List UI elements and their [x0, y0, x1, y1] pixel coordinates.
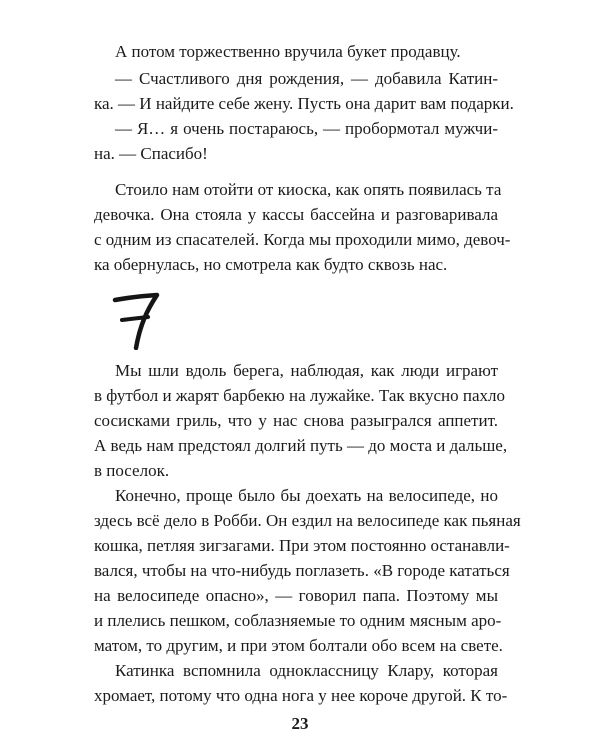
text-line: здесь всё дело в Робби. Он ездил на велосипеде как пьяная [94, 511, 521, 530]
text-line: ка обернулась, но смотрела как будто сквозь нас. [94, 255, 448, 274]
text-line: и плелись пешком, соблазняемые то одним мясным аро- [94, 611, 502, 630]
text-line: Катинка вспомнила одноклассницу Клару, которая [115, 661, 498, 680]
text-line: — Я… я очень постараюсь, — пробормотал мужчи- [115, 119, 498, 138]
chapter-seven-glyph [112, 290, 162, 350]
text-line: в футбол и жарят барбекю на лужайке. Так вкусно пахло [94, 386, 505, 405]
text-line: вался, чтобы на что-нибудь поглазеть. «В городе кататься [94, 561, 510, 580]
text-line: Стоило нам отойти от киоска, как опять появилась та [115, 180, 502, 199]
text-line: хромает, потому что одна нога у нее короче другой. К то- [94, 686, 508, 705]
text-line: в поселок. [94, 461, 170, 480]
text-line: А потом торжественно вручила букет продавцу. [115, 42, 461, 61]
text-line: на. — Спасибо! [94, 144, 208, 163]
chapter-number [112, 290, 162, 350]
text-line: Конечно, проще было бы доехать на велосипеде, но [115, 486, 498, 505]
text-line: девочка. Она стояла у кассы бассейна и разговаривала [94, 205, 498, 224]
text-line: сосисками гриль, что у нас снова разыгрался аппетит. [94, 411, 498, 430]
text-line: А ведь нам предстоял долгий путь — до моста и дальше, [94, 436, 508, 455]
text-line: кошка, петляя зигзагами. При этом постоянно останавли- [94, 536, 510, 555]
text-line: — Счастливого дня рождения, — добавила Катин- [115, 69, 498, 88]
text-line: с одним из спасателей. Когда мы проходили мимо, девоч- [94, 230, 511, 249]
text-line: матом, то другим, и при этом болтали обо всем на свете. [94, 636, 503, 655]
text-line: Мы шли вдоль берега, наблюдая, как люди играют [115, 361, 498, 380]
page-number: 23 [291, 714, 309, 733]
text-line: на велосипеде опасно», — говорил папа. Поэтому мы [94, 586, 498, 605]
text-line: ка. — И найдите себе жену. Пусть она дарит вам подарки. [94, 94, 514, 113]
